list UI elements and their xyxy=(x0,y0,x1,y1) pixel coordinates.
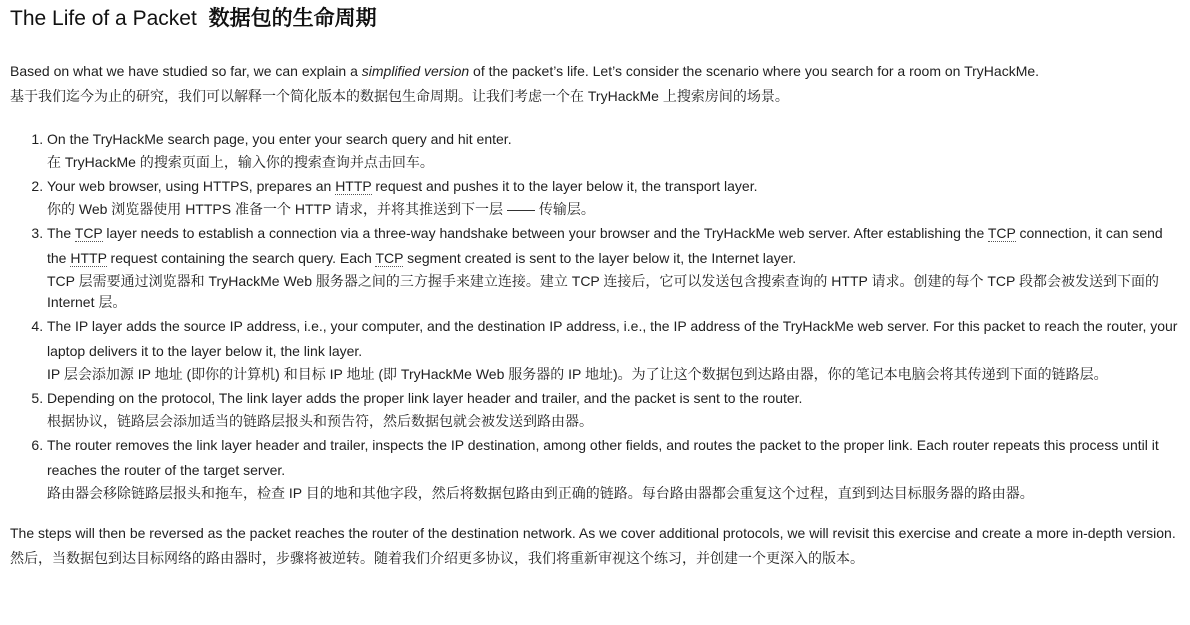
intro-paragraph-en xyxy=(10,59,1180,84)
intro-italic-phrase: simplified version xyxy=(361,63,470,79)
step-text-zh: 根据协议，链路层会添加适当的链路层报头和预告符，然后数据包就会被发送到路由器。 xyxy=(47,413,593,429)
list-item-step-3 xyxy=(47,221,1180,313)
outro-paragraph-en: The steps will then be reversed as the packet reaches the router of the destination network. As we cover additional protocols, we will revisit this exercise and create a more in-depth version. xyxy=(10,525,1176,541)
list-item-step-6 xyxy=(47,433,1180,504)
step-text-zh: 路由器会移除链路层报头和拖车，检查 IP 目的地和其他字段，然后将数据包路由到正确的链路。每台路由器都会重复这个过程，直到到达目标服务器的路由器。 xyxy=(47,485,1034,501)
page-title-en: The Life of a Packet xyxy=(10,7,197,30)
step-text-zh: 在 TryHackMe 的搜索页面上，输入你的搜索查询并点击回车。 xyxy=(47,154,434,170)
list-item-step-5 xyxy=(47,386,1180,432)
step-text-zh: TCP 层需要通过浏览器和 TryHackMe Web 服务器之间的三方握手来建立连接。建立 TCP 连接后，它可以发送包含搜索查询的 HTTP 请求。创建的每个 TCP 段都会被发送到下面的 Internet 层。 xyxy=(47,273,1160,310)
intro-text-after: of the packet’s life. Let’s consider the scenario where you search for a room on TryHackMe. xyxy=(469,63,1040,79)
step-text-zh: IP 层会添加源 IP 地址 (即你的计算机) 和目标 IP 地址 (即 TryHackMe Web 服务器的 IP 地址)。为了让这个数据包到达路由器，你的笔记本电脑会将其传递到下面的链路层。 xyxy=(47,366,1108,382)
page-title-zh: 数据包的生命周期 xyxy=(208,7,377,30)
abbr-tcp[interactable]: TCP xyxy=(74,225,103,241)
page-title xyxy=(10,6,1180,32)
steps-list xyxy=(10,127,1180,504)
step-text-en: 1. On the TryHackMe search page, you enter your search query and hit enter. xyxy=(47,131,512,147)
step-text-en: 3. The TCP layer needs to establish a connection via a three-way handshake between your browser and the TryHackMe web server. After establishing the TCP connection, it can send the HTTP request containing the search query. Each TCP segment created is sent to the layer below it, the Internet layer. xyxy=(47,225,1163,266)
abbr-tcp[interactable]: TCP xyxy=(375,250,404,266)
list-item-step-1 xyxy=(47,127,1180,173)
intro-paragraph-zh: 基于我们迄今为止的研究，我们可以解释一个简化版本的数据包生命周期。让我们考虑一个在 TryHackMe 上搜索房间的场景。 xyxy=(10,88,789,104)
step-text-en: 6. The router removes the link layer header and trailer, inspects the IP destination, among other fields, and routes the packet to the proper link. Each router repeats this process until it reaches the router of the target server. xyxy=(47,437,1159,478)
list-item-step-2 xyxy=(47,174,1180,220)
step-text-zh: 你的 Web 浏览器使用 HTTPS 准备一个 HTTP 请求，并将其推送到下一层 —— 传输层。 xyxy=(47,201,595,217)
list-item-step-4 xyxy=(47,314,1180,385)
abbr-tcp[interactable]: TCP xyxy=(987,225,1016,241)
step-text-en: 4. The IP layer adds the source IP address, i.e., your computer, and the destination IP address, i.e., the IP address of the TryHackMe web server. For this packet to reach the router, your laptop delivers it to the layer below it, the link layer. xyxy=(47,318,1178,359)
abbr-http[interactable]: HTTP xyxy=(335,178,372,194)
step-text-en: 2. Your web browser, using HTTPS, prepares an HTTP request and pushes it to the layer below it, the transport layer. xyxy=(47,178,758,194)
intro-text-before: Based on what we have studied so far, we can explain a xyxy=(10,63,362,79)
outro-paragraph-zh: 然后，当数据包到达目标网络的路由器时，步骤将被逆转。随着我们介绍更多协议，我们将重新审视这个练习，并创建一个更深入的版本。 xyxy=(10,550,864,566)
abbr-http[interactable]: HTTP xyxy=(70,250,107,266)
step-text-en: 5. Depending on the protocol, The link layer adds the proper link layer header and trailer, and the packet is sent to the router. xyxy=(47,390,803,406)
